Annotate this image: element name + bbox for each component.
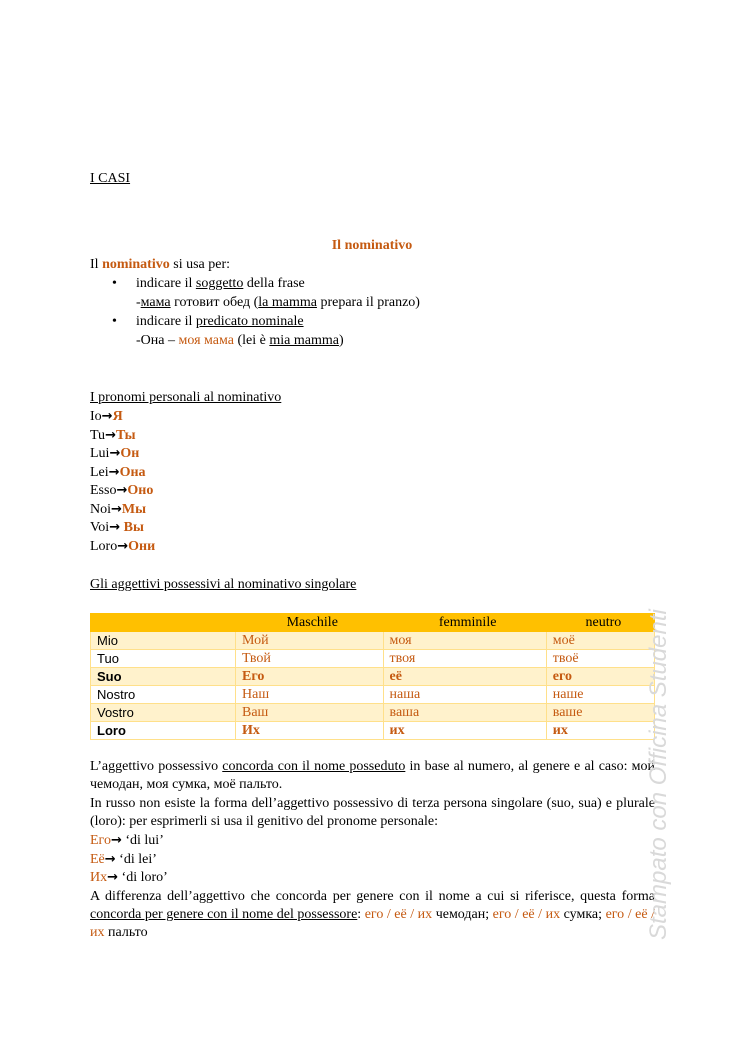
pronoun-row [90,408,155,427]
pronoun-russian: Он [120,446,140,461]
arrow-right-icon: → [109,520,121,535]
intro-text-end: si usa per: [169,257,231,272]
table-cell-russian: ваше [546,704,654,722]
table-cell-russian: их [383,722,546,740]
table-cell-russian: ваша [383,704,546,722]
arrow-right-icon: → [107,870,119,885]
table-header-cell: neutro [546,614,654,632]
genitive-line-1 [90,832,164,850]
underlined-term: mia mamma [269,333,339,348]
colored-term: его / её / их [364,907,433,922]
pronoun-italian: Io [90,409,102,424]
nominative-intro [90,256,230,274]
pronoun-italian: Tu [90,427,106,443]
table-row [91,686,655,704]
paragraph-possessor [90,888,655,942]
arrow-right-icon: → [117,538,129,554]
arrow-right-icon: → [116,483,128,498]
underlined-term: soggetto [195,276,244,291]
arrow-right-icon: → [111,501,122,517]
pronoun-russian: Вы [120,520,144,535]
example-predicate [136,332,344,350]
table-cell-italian: Nostro [91,686,236,704]
bullet-text-end: della frase [243,276,305,291]
pronoun-row [90,519,155,538]
pronoun-russian: Оно [127,483,154,498]
arrow-right-icon: → [110,833,122,848]
arrow-right-icon: → [108,464,120,480]
table-header-cell: Maschile [236,614,384,632]
table-cell-russian: моя [383,632,546,650]
table-cell-russian: Его [236,668,384,686]
pronoun-italian: Voi [90,520,110,535]
arrow-right-icon: → [105,427,116,443]
table-cell-russian: его [546,668,654,686]
pronoun-row [90,445,155,464]
paragraph-third-person: In russo non esiste la forma dell’aggettivo possessivo di terza persona singolare (suo, sua) e plurale (loro): per esprimerli si usa il genitivo del pronome personale: [90,796,655,829]
table-cell-russian: твоя [383,650,546,668]
colored-term: Их [90,870,108,885]
example-text: prepara il pranzo) [316,295,420,310]
pronoun-italian: Loro [90,538,118,554]
table-header-row [91,614,655,632]
example-text: готовит обед ( [170,295,259,310]
pronoun-row [90,538,155,557]
pronoun-italian: Lei [90,464,109,480]
table-cell-russian: Наш [236,686,384,704]
paragraph-agreement [90,758,655,794]
example-text: (lei è [233,333,270,348]
table-cell-russian: Твой [236,650,384,668]
page-heading: I CASI [90,171,131,186]
para-text: L’aggettivo possessivo [90,759,223,774]
colored-term: его / её / их [492,907,561,922]
bullet-predicate [136,313,304,331]
table-cell-italian: Vostro [91,704,236,722]
table-row [91,650,655,668]
table-header-cell: femminile [383,614,546,632]
pronoun-row [90,482,155,501]
table-cell-russian: Мой [236,632,384,650]
genitive-line-3 [90,869,168,887]
nominative-title: Il nominativo [331,238,413,253]
arrow-right-icon: → [109,446,121,461]
para-text: сумка; [560,907,606,922]
pronoun-russian: Ты [115,427,136,443]
colored-term: моя мама [178,333,234,348]
pronoun-russian: Она [119,464,146,480]
para-text: чемодан; [432,907,493,922]
underlined-term: la mamma [258,295,317,310]
pronoun-italian: Noi [90,501,111,517]
example-text: ) [338,333,344,348]
underlined-term: concorda con il nome posseduto [222,759,406,774]
table-cell-russian: наше [546,686,654,704]
intro-keyword: nominativo [102,257,170,272]
pronoun-russian: Я [112,409,123,424]
pronoun-russian: Они [128,538,156,554]
table-cell-italian: Suo [91,668,236,686]
table-cell-russian: их [546,722,654,740]
table-row [91,632,655,650]
arrow-right-icon: → [104,852,116,867]
translation: ‘di lei’ [115,852,157,867]
para-text: пальто [104,925,148,940]
pronoun-list [90,408,155,556]
possessives-title: Gli aggettivi possessivi al nominativo singolare [90,577,357,592]
colored-term: Его [90,833,111,848]
table-cell-russian: твоё [546,650,654,668]
table-cell-russian: наша [383,686,546,704]
arrow-right-icon: → [101,409,113,424]
underlined-term: мама [140,295,171,310]
table-row [91,722,655,740]
possessives-table [90,613,655,740]
colored-term: его / её / их [90,907,655,940]
table-row [91,668,655,686]
table-cell-russian: Их [236,722,384,740]
translation: ‘di loro’ [118,870,168,885]
para-text: : [357,907,365,922]
bullet-text: indicare il [136,276,196,291]
table-cell-russian: Ваш [236,704,384,722]
pronoun-row [90,501,155,520]
bullet-text: indicare il [136,314,196,329]
underlined-term: concorda per genere con il nome del possessore [90,907,358,922]
bullet-dot-icon: • [112,276,117,291]
genitive-line-2 [90,851,157,869]
pronoun-italian: Esso [90,483,117,498]
table-cell-italian: Mio [91,632,236,650]
dash: - [136,295,141,310]
table-row [91,704,655,722]
pronoun-italian: Lui [90,446,110,461]
bullet-subject [136,275,305,293]
colored-term: Её [90,852,105,867]
table-cell-russian: её [383,668,546,686]
example-text: -Она – [136,333,179,348]
pronoun-row [90,427,155,446]
example-subject [136,294,420,312]
watermark-text: Stampato con Officina Studenti [645,609,672,940]
intro-text: Il [90,257,103,272]
table-cell-russian: моё [546,632,654,650]
pronoun-russian: Мы [121,501,147,517]
table-cell-italian: Tuo [91,650,236,668]
table-cell-italian: Loro [91,722,236,740]
underlined-term: predicato nominale [195,314,304,329]
pronoun-row [90,464,155,483]
watermark [620,540,672,940]
para-text: in base al numero, al genere e al caso: мой чемодан, моя сумка, моё пальто. [90,759,655,792]
pronouns-title: I pronomi personali al nominativo [90,390,282,405]
translation: ‘di lui’ [121,833,164,848]
bullet-dot-icon: • [112,314,117,329]
table-header-cell [91,614,236,632]
para-text: A differenza dell’aggettivo che concorda per genere con il nome a cui si riferisce, questa forma [90,889,655,904]
